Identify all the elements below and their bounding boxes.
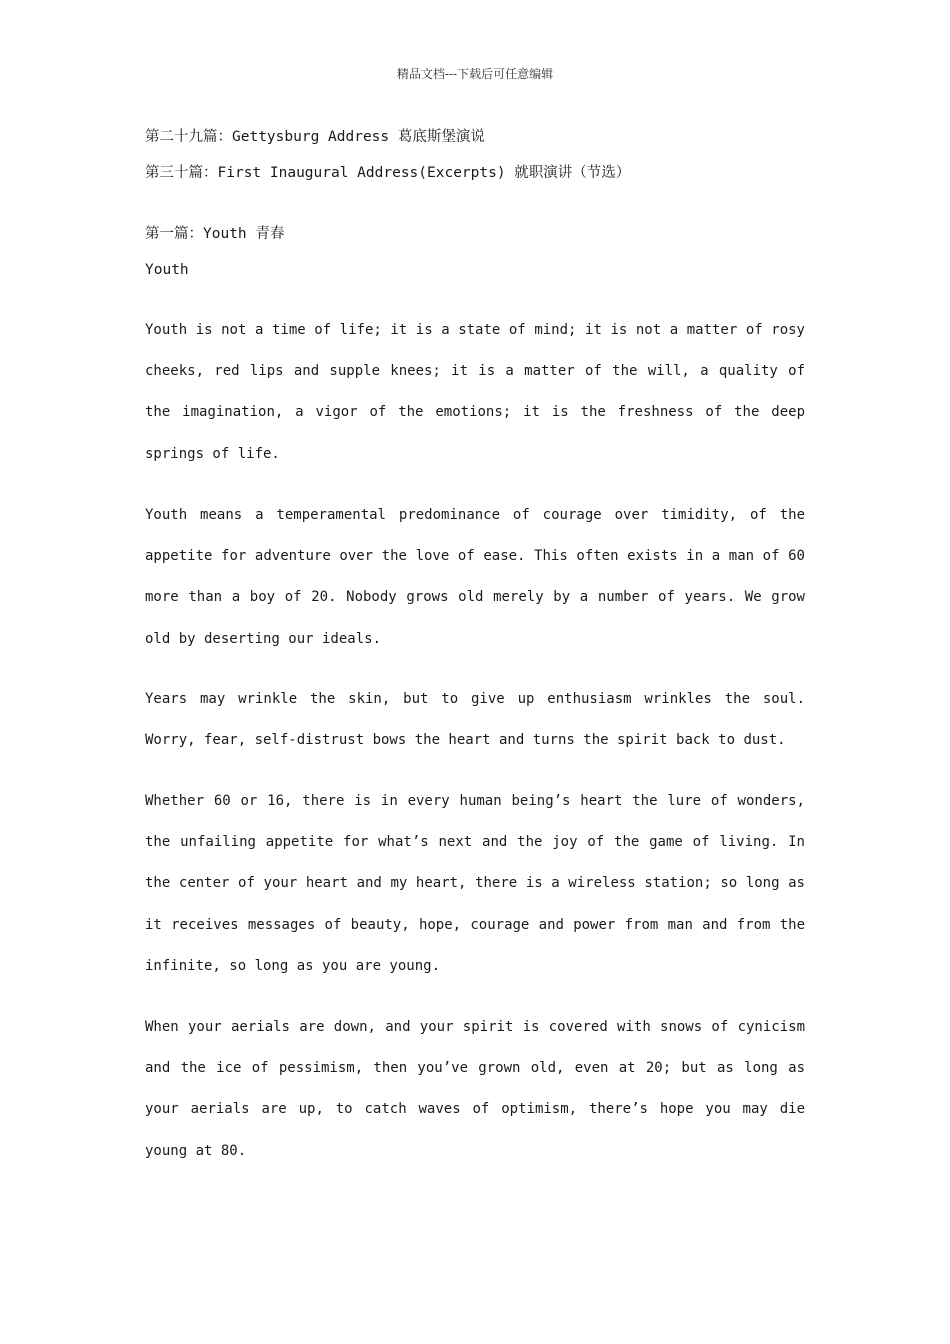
paragraph-4: Whether 60 or 16, there is in every human being’s heart the lure of wonders, the unfailing appetite for what’s next and the joy of the game of living. In the center of your heart and my heart, there is a wireless station; so long as it receives messages of beauty, hope, courage and power from man and from the infinite, so long as you are young. <box>145 793 805 974</box>
paragraph-1: Youth is not a time of life; it is a state of mind; it is not a matter of rosy cheeks, red lips and supple knees; it is a matter of the will, a quality of the imagination, a vigor of the emotions; it is the freshness of the deep springs of life. <box>145 322 805 462</box>
paragraph-2: Youth means a temperamental predominance of courage over timidity, of the appetite for adventure over the love of ease. This often exists in a man of 60 more than a boy of 20. Nobody grows old merely by a number of years. We grow old by deserting our ideals. <box>145 507 805 647</box>
toc-item-30: 第三十篇：First Inaugural Address(Excerpts) 就职演讲（节选） <box>145 165 631 181</box>
paragraph-5: When your aerials are down, and your spirit is covered with snows of cynicism and the ice of pessimism, then you’ve grown old, even at 20; but as long as your aerials are up, to catch waves of optimism, there’s hope you may die young at 80. <box>145 1019 805 1159</box>
article-heading: 第一篇：Youth 青春 <box>145 226 285 242</box>
page-header: 精品文档---下载后可任意编辑 <box>396 67 554 81</box>
toc-item-29: 第二十九篇：Gettysburg Address 葛底斯堡演说 <box>145 129 485 145</box>
paragraph-3: Years may wrinkle the skin, but to give up enthusiasm wrinkles the soul. Worry, fear, self-distrust bows the heart and turns the spirit back to dust. <box>145 691 805 749</box>
article-subtitle: Youth <box>145 262 189 278</box>
